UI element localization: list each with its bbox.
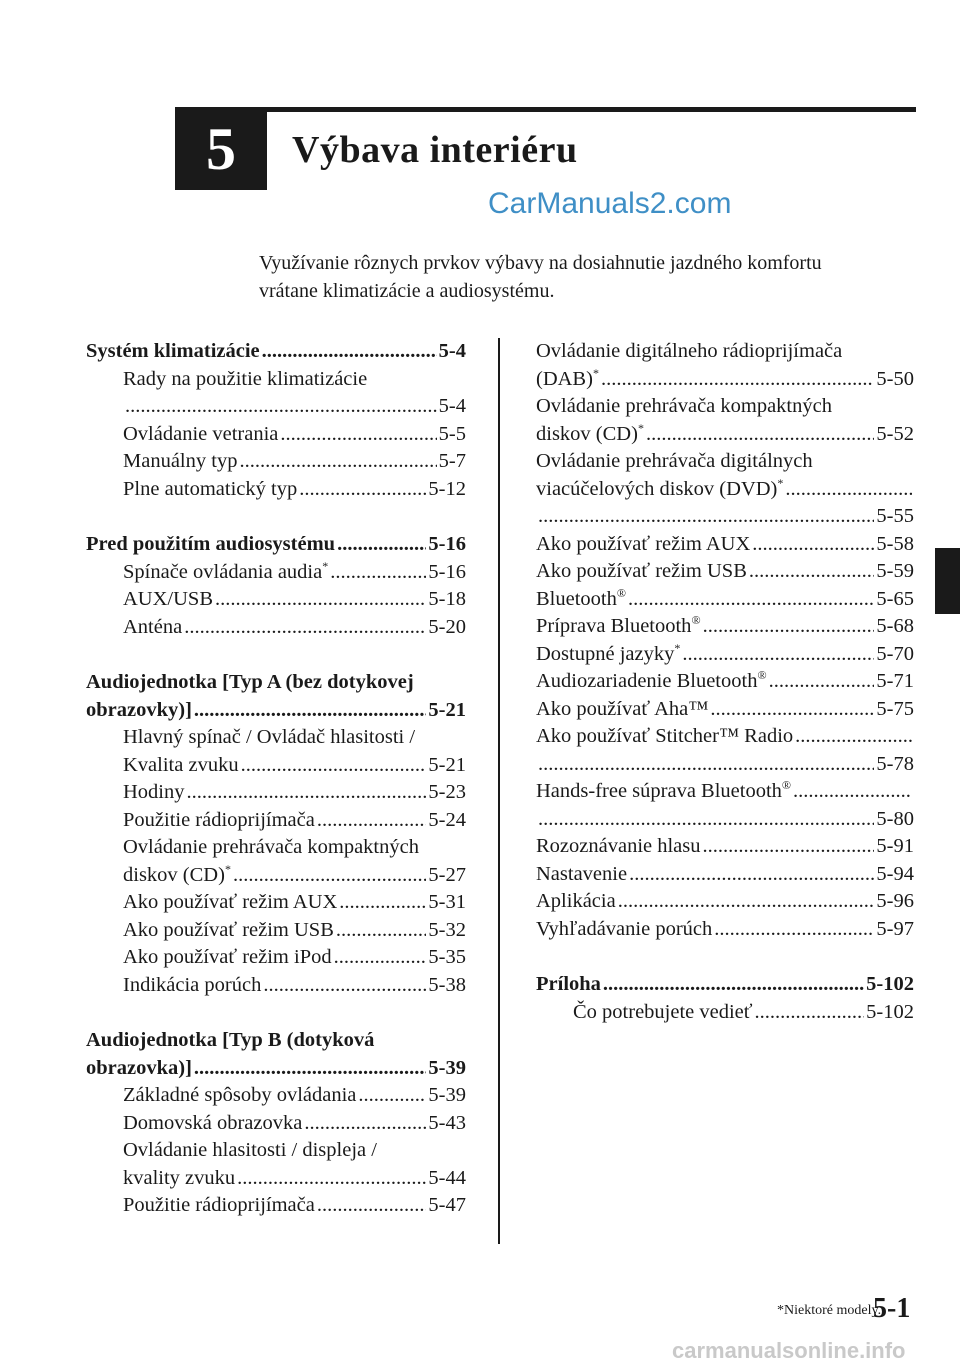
toc-heading[interactable]: Systém klimatizácie ..... 5-4 (86, 338, 466, 366)
toc-entry-text[interactable]: Hlavný spínač / Ovládač hlasitosti / (123, 726, 416, 748)
toc-entry-text[interactable]: Rady na použitie klimatizácie (123, 367, 368, 390)
toc-heading-text[interactable]: Audiojednotka [Typ B (dotyková (86, 1029, 375, 1051)
toc-entry[interactable]: ..... 5-4 (86, 393, 466, 421)
toc-section-audio-type-a (86, 669, 466, 999)
registered-mark: ® (616, 585, 626, 600)
toc-section-appendix (536, 971, 914, 1026)
toc-entry[interactable]: Ako používať Aha™ ..... 5-75 (536, 696, 914, 724)
toc-entry[interactable]: ..... 5-80 (536, 806, 914, 834)
toc-entry[interactable]: Audiozariadenie Bluetooth® ..... 5-71 (536, 668, 914, 696)
footer-watermark: carmanualsonline.info (672, 1338, 906, 1363)
chapter-title: Výbava interiéru (292, 129, 578, 171)
toc-entry[interactable]: (DAB)* ..... 5-50 (536, 366, 914, 394)
toc-entry[interactable]: Použitie rádioprijímača ..... 5-47 (86, 1192, 466, 1220)
toc-entry[interactable]: diskov (CD)* ..... 5-27 (86, 862, 466, 890)
toc-entry-text[interactable]: Ovládanie prehrávača digitálnych (536, 450, 813, 472)
toc-entry[interactable]: Manuálny typ ..... 5-7 (86, 448, 466, 476)
toc-entry[interactable]: Plne automatický typ ..... 5-12 (86, 476, 466, 504)
toc-entry[interactable]: Ako používať režim USB ..... 5-32 (86, 917, 466, 945)
toc-entry[interactable]: Kvalita zvuku ..... 5-21 (86, 752, 466, 780)
toc-entry[interactable]: ..... 5-78 (536, 751, 914, 779)
chapter-number: 5 (206, 116, 236, 182)
toc-entry[interactable]: kvality zvuku ..... 5-44 (86, 1165, 466, 1193)
toc-entry-text[interactable]: Ovládanie prehrávača kompaktných (536, 395, 832, 417)
toc-entry[interactable]: Rozoznávanie hlasu ..... 5-91 (536, 833, 914, 861)
asterisk-mark: * (224, 861, 231, 876)
toc-entry[interactable]: Ako používať režim USB ..... 5-59 (536, 558, 914, 586)
toc-column-left (86, 338, 466, 1248)
chapter-top-rule (175, 107, 916, 112)
toc-entry[interactable]: diskov (CD)* ..... 5-52 (536, 421, 914, 449)
registered-mark: ® (757, 668, 767, 682)
toc-entry[interactable]: ..... 5-55 (536, 503, 914, 531)
asterisk-mark: * (592, 365, 599, 380)
chapter-thumb-tab (935, 548, 960, 614)
toc-entry[interactable]: Nastavenie ..... 5-94 (536, 861, 914, 889)
toc-entry[interactable]: Anténa ..... 5-20 (86, 614, 466, 642)
toc-entry-text[interactable]: Ovládanie hlasitosti / displeja / (123, 1139, 377, 1161)
chapter-number-box (175, 110, 267, 190)
toc-entry-text[interactable]: Ovládanie prehrávača kompaktných (123, 836, 419, 858)
toc-entry[interactable]: Dostupné jazyky* ..... 5-70 (536, 641, 914, 669)
toc-entry[interactable]: Ako používať režim AUX ..... 5-31 (86, 889, 466, 917)
toc-heading[interactable]: obrazovka)] ..... 5-39 (86, 1055, 466, 1083)
toc-section-audio-cont (536, 338, 914, 943)
toc-entry[interactable]: Bluetooth® ..... 5-65 (536, 586, 914, 614)
toc-entry[interactable]: Príprava Bluetooth® ..... 5-68 (536, 613, 914, 641)
toc-heading[interactable]: obrazovky)] ..... 5-21 (86, 697, 466, 725)
page-number: 5-1 (873, 1293, 911, 1324)
toc-entry[interactable]: AUX/USB ..... 5-18 (86, 586, 466, 614)
footnote: *Niektoré modely. (777, 1303, 882, 1318)
toc-entry[interactable]: Aplikácia ..... 5-96 (536, 888, 914, 916)
toc-entry[interactable]: Hodiny ..... 5-23 (86, 779, 466, 807)
toc-column-right (536, 338, 914, 1054)
toc-heading[interactable]: Príloha ..... 5-102 (536, 971, 914, 999)
toc-entry[interactable]: Základné spôsoby ovládania ..... 5-39 (86, 1082, 466, 1110)
toc-entry[interactable]: Čo potrebujete vedieť ..... 5-102 (536, 999, 914, 1027)
toc-entry[interactable]: Použitie rádioprijímača ..... 5-24 (86, 807, 466, 835)
toc-entry[interactable]: Ako používať Stitcher™ Radio ..... (536, 723, 914, 751)
toc-section-climate (86, 338, 466, 503)
registered-mark: ® (781, 778, 792, 792)
intro-line: vrátane klimatizácie a audiosystému. (259, 280, 555, 302)
intro-line: Využívanie rôznych prvkov výbavy na dosiahnutie jazdného komfortu (259, 252, 822, 274)
column-divider (498, 338, 500, 1244)
toc-entry[interactable]: Vyhľadávanie porúch ..... 5-97 (536, 916, 914, 944)
toc-entry[interactable]: Spínače ovládania audia* ..... 5-16 (86, 559, 466, 587)
watermark-logo: CarManuals2.com (488, 187, 732, 220)
toc-entry[interactable]: Domovská obrazovka ..... 5-43 (86, 1110, 466, 1138)
toc-heading-text[interactable]: Audiojednotka [Typ A (bez dotykovej (86, 671, 414, 693)
asterisk-mark: * (322, 558, 329, 573)
asterisk-mark: * (777, 475, 784, 490)
toc-entry[interactable]: Ako používať režim AUX ..... 5-58 (536, 531, 914, 559)
toc-entry[interactable]: Ovládanie vetrania ..... 5-5 (86, 421, 466, 449)
registered-mark: ® (691, 613, 701, 627)
asterisk-mark: * (637, 420, 644, 435)
toc-entry-text[interactable]: Ovládanie digitálneho rádioprijímača (536, 340, 843, 362)
chapter-intro (259, 249, 919, 305)
toc-section-before-audio (86, 531, 466, 641)
toc-entry[interactable]: Ako používať režim iPod ..... 5-35 (86, 944, 466, 972)
toc-entry[interactable]: Indikácia porúch ..... 5-38 (86, 972, 466, 1000)
toc-entry[interactable]: viacúčelových diskov (DVD)* ..... (536, 476, 914, 504)
toc-heading[interactable]: Pred použitím audiosystému ..... 5-16 (86, 531, 466, 559)
toc-section-audio-type-b (86, 1027, 466, 1220)
asterisk-mark: * (674, 640, 681, 655)
toc-entry[interactable]: Hands-free súprava Bluetooth® ..... (536, 778, 914, 806)
